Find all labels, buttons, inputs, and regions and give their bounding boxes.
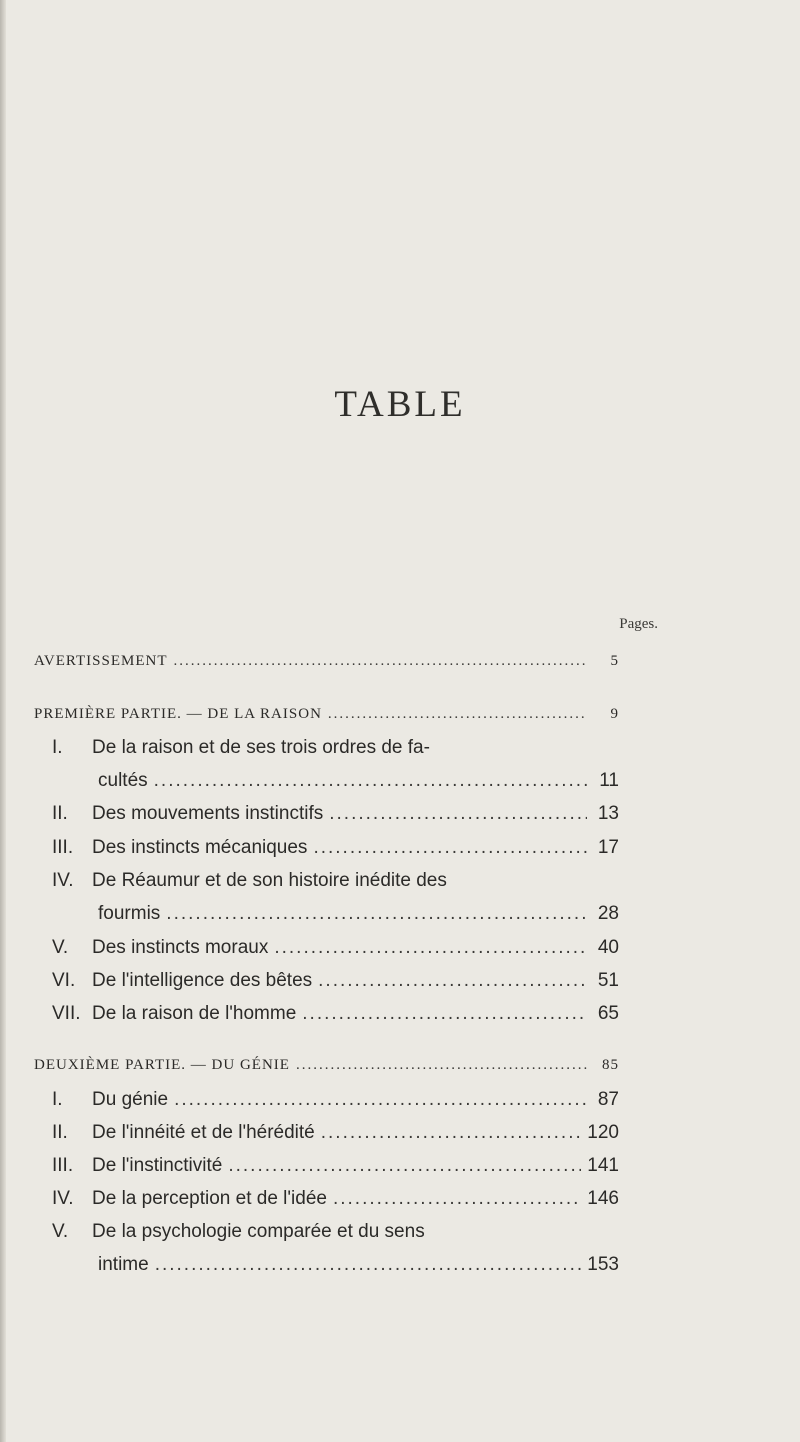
page-spine-shadow <box>0 0 6 1442</box>
chapter-title-line2: intime <box>98 1254 149 1275</box>
leader-dots <box>228 1155 581 1177</box>
leader-dots <box>329 803 587 825</box>
toc-entry-chapter-2-5-cont[interactable] <box>98 1254 619 1276</box>
toc-entry-chapter-1-5[interactable] <box>52 937 619 959</box>
chapter-number: III. <box>52 1155 74 1176</box>
chapter-number: IV. <box>52 870 74 891</box>
toc-entry-chapter-2-1[interactable] <box>52 1089 619 1111</box>
leader-dots <box>174 1089 587 1111</box>
toc-entry-chapter-1-1-cont[interactable] <box>98 770 619 792</box>
toc-entry-chapter-1-6[interactable] <box>52 970 619 992</box>
chapter-title: Des instincts moraux <box>92 937 269 958</box>
chapter-title: De l'intelligence des bêtes <box>92 970 313 991</box>
leader-dots <box>321 1122 582 1144</box>
toc-entry-chapter-2-2[interactable] <box>52 1122 619 1144</box>
entry-page: 87 <box>597 1089 619 1110</box>
chapter-number: V. <box>52 937 69 958</box>
chapter-number: II. <box>52 803 68 824</box>
entry-page: 85 <box>602 1057 619 1073</box>
leader-dots <box>166 903 587 925</box>
leader-dots <box>328 706 587 723</box>
entry-page: 28 <box>597 903 619 924</box>
entry-page: 11 <box>599 770 619 791</box>
page-title: TABLE <box>334 384 466 425</box>
entry-page: 51 <box>597 970 619 991</box>
leader-dots <box>154 770 587 792</box>
entry-page: 120 <box>587 1122 619 1143</box>
chapter-title-line1: De la raison et de ses trois ordres de fa- <box>92 737 430 758</box>
chapter-title: Des instincts mécaniques <box>92 837 308 858</box>
leader-dots <box>302 1003 587 1025</box>
entry-page: 5 <box>610 653 619 669</box>
entry-page: 17 <box>597 837 619 858</box>
chapter-title-line1: De la psychologie comparée et du sens <box>92 1221 425 1242</box>
chapter-number: II. <box>52 1122 68 1143</box>
entry-page: 40 <box>597 937 619 958</box>
leader-dots <box>296 1057 587 1074</box>
toc-entry-chapter-2-5[interactable] <box>52 1221 425 1243</box>
chapter-title: De la raison de l'homme <box>92 1003 297 1024</box>
chapter-number: V. <box>52 1221 69 1242</box>
toc-entry-chapter-2-3[interactable] <box>52 1155 619 1177</box>
toc-entry-chapter-2-4[interactable] <box>52 1188 619 1210</box>
toc-entry-part-2[interactable] <box>34 1057 619 1074</box>
chapter-title: De l'innéité et de l'hérédité <box>92 1122 315 1143</box>
entry-page: 9 <box>610 706 619 722</box>
leader-dots <box>313 837 587 859</box>
chapter-number: VI. <box>52 970 76 991</box>
leader-dots <box>333 1188 581 1210</box>
chapter-number: IV. <box>52 1188 74 1209</box>
entry-label: AVERTISSEMENT <box>34 653 168 669</box>
chapter-title: Des mouvements instinctifs <box>92 803 324 824</box>
chapter-title: De l'instinctivité <box>92 1155 223 1176</box>
entry-page: 65 <box>597 1003 619 1024</box>
leader-dots <box>318 970 587 992</box>
toc-entry-chapter-1-2[interactable] <box>52 803 619 825</box>
part-heading: PREMIÈRE PARTIE. — DE LA RAISON <box>34 706 322 722</box>
toc-entry-chapter-1-4-cont[interactable] <box>98 903 619 925</box>
toc-entry-chapter-1-1[interactable] <box>52 737 430 759</box>
chapter-title: De la perception et de l'idée <box>92 1188 327 1209</box>
toc-entry-chapter-1-7[interactable] <box>52 1003 619 1025</box>
entry-page: 153 <box>587 1254 619 1275</box>
chapter-title-line2: fourmis <box>98 903 161 924</box>
toc-entry-part-1[interactable] <box>34 706 619 723</box>
chapter-title-line2: cultés <box>98 770 148 791</box>
chapter-number: VII. <box>52 1003 81 1024</box>
entry-page: 13 <box>597 803 619 824</box>
leader-dots <box>274 937 587 959</box>
toc-entry-chapter-1-4[interactable] <box>52 870 447 892</box>
part-heading: DEUXIÈME PARTIE. — DU GÉNIE <box>34 1057 290 1073</box>
toc-entry-avertissement[interactable] <box>34 653 619 670</box>
chapter-number: I. <box>52 737 63 758</box>
leader-dots <box>155 1254 582 1276</box>
chapter-title: Du génie <box>92 1089 169 1110</box>
chapter-number: I. <box>52 1089 63 1110</box>
pages-column-label: Pages. <box>619 616 658 632</box>
entry-page: 141 <box>587 1155 619 1176</box>
leader-dots <box>174 653 588 670</box>
toc-entry-chapter-1-3[interactable] <box>52 837 619 859</box>
entry-page: 146 <box>587 1188 619 1209</box>
chapter-title-line1: De Réaumur et de son histoire inédite des <box>92 870 447 891</box>
chapter-number: III. <box>52 837 74 858</box>
